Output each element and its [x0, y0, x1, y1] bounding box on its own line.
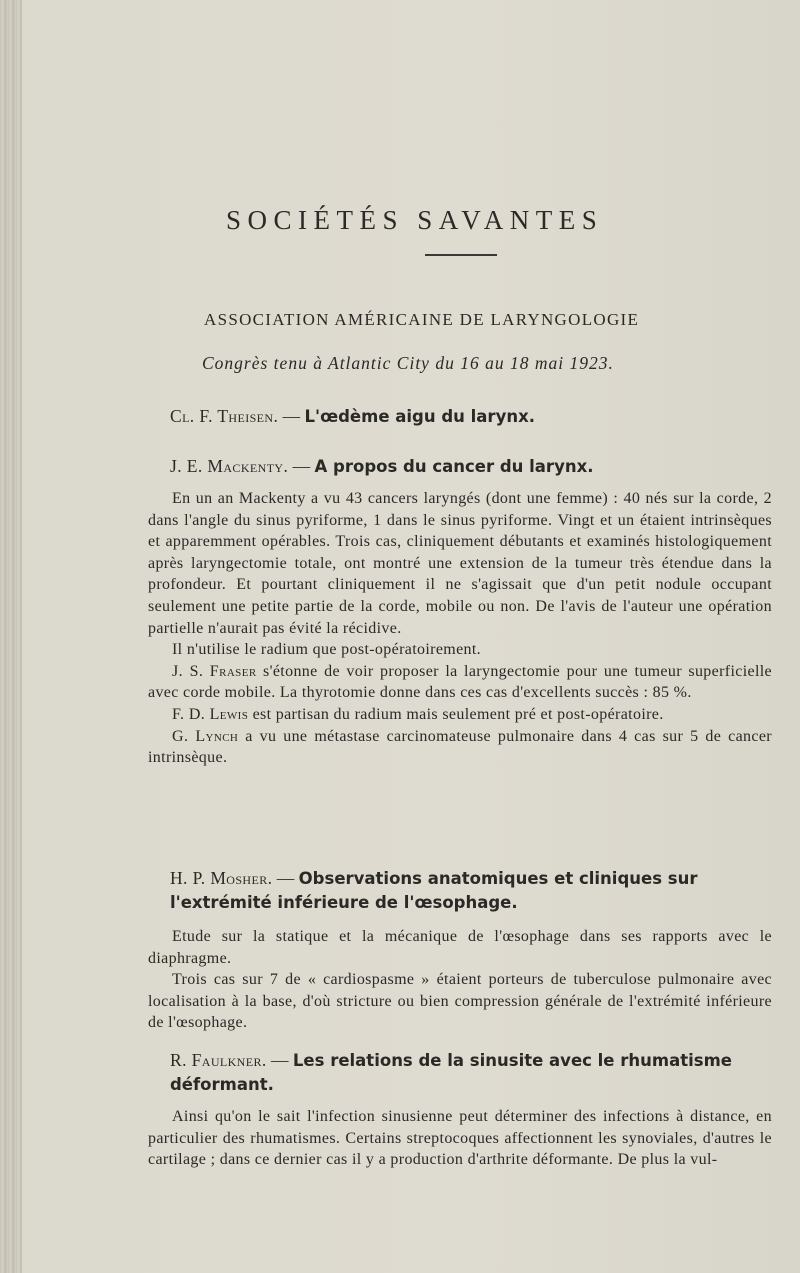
entry-faulkner: [170, 1049, 772, 1096]
dash: —: [288, 456, 315, 476]
paragraph: Etude sur la statique et la mécanique de l'œsophage dans ses rapports avec le diaphragme.: [148, 928, 772, 967]
remark: est partisan du radium mais seulement pré et post-opératoire.: [248, 705, 664, 723]
remark: s'étonne de voir proposer la laryngectomie pour une tumeur superficielle avec corde mobile. La thyrotomie donne dans ces cas d'excellents succès : 85 %.: [148, 662, 772, 702]
faulkner-body: [148, 1106, 772, 1171]
topic: Les relations de la sinusite avec le rhumatisme déformant.: [170, 1051, 732, 1094]
author: H. P. Mosher.: [170, 868, 273, 888]
paragraph: En un an Mackenty a vu 43 cancers laryngés (dont une femme) : 40 nés sur la corde, 2 dans l'angle du sinus pyriforme, 1 dans le sinus pyriforme. Vingt et un étaient intrinsèques et apparemment opérables. Trois cas, cliniquement débutants et examinés histologiquement après laryngectomie totale, ont montré une extension de la tumeur très étendue dans la profondeur. Et pourtant cliniquement il ne s'agissait que d'un petit nodule occupant seulement une petite partie de la corde, mobile ou non. De l'avis de l'auteur une opération partielle n'aurait pas évité la récidive.: [148, 490, 772, 637]
topic: L'œdème aigu du larynx.: [304, 407, 535, 426]
entry-mackenty: [170, 455, 772, 479]
entry-mosher: [170, 867, 772, 914]
book-binding-edge: [0, 0, 22, 1273]
speaker: G. Lynch: [172, 727, 239, 745]
topic: Observations anatomiques et cliniques sur l'extrémité inférieure de l'œsophage.: [170, 869, 698, 912]
page-title: SOCIÉTÉS SAVANTES: [226, 205, 604, 235]
dash: —: [278, 406, 305, 426]
congress-subtitle: Congrès tenu à Atlantic City du 16 au 18 mai 1923.: [202, 353, 614, 373]
paragraph: Ainsi qu'on le sait l'infection sinusienne peut déterminer des infections à distance, en particulier des rhumatismes. Certains streptocoques affectionnent les synoviales, d'autres le cartilage ; dans ce dernier cas il y a production d'arthrite déformante. De plus la vul-: [148, 1108, 772, 1169]
entry-theisen: [170, 405, 772, 429]
title-rule: [425, 254, 497, 256]
paragraph: [148, 704, 772, 726]
dash: —: [266, 1050, 293, 1070]
association-heading: ASSOCIATION AMÉRICAINE DE LARYNGOLOGIE: [204, 310, 640, 329]
paragraph: Il n'utilise le radium que post-opératoirement.: [172, 641, 482, 659]
paragraph: [148, 661, 772, 704]
topic: A propos du cancer du larynx.: [314, 457, 594, 476]
speaker: F. D. Lewis: [172, 705, 249, 723]
author: J. E. Mackenty.: [170, 456, 289, 476]
paragraph: Trois cas sur 7 de « cardiospasme » étaient porteurs de tuberculose pulmonaire avec localisation à la base, d'où stricture ou bien compression générale de l'extrémité inférieure de l'œsophage.: [148, 971, 772, 1032]
speaker: J. S. Fraser: [172, 662, 257, 680]
mosher-body: [148, 926, 772, 1034]
author: Cl. F. Theisen.: [170, 406, 279, 426]
dash: —: [272, 868, 299, 888]
author: R. Faulkner.: [170, 1050, 267, 1070]
mackenty-body: [148, 488, 772, 769]
remark: a vu une métastase carcinomateuse pulmonaire dans 4 cas sur 5 de cancer intrinsèque.: [148, 727, 772, 767]
paragraph: [148, 726, 772, 769]
